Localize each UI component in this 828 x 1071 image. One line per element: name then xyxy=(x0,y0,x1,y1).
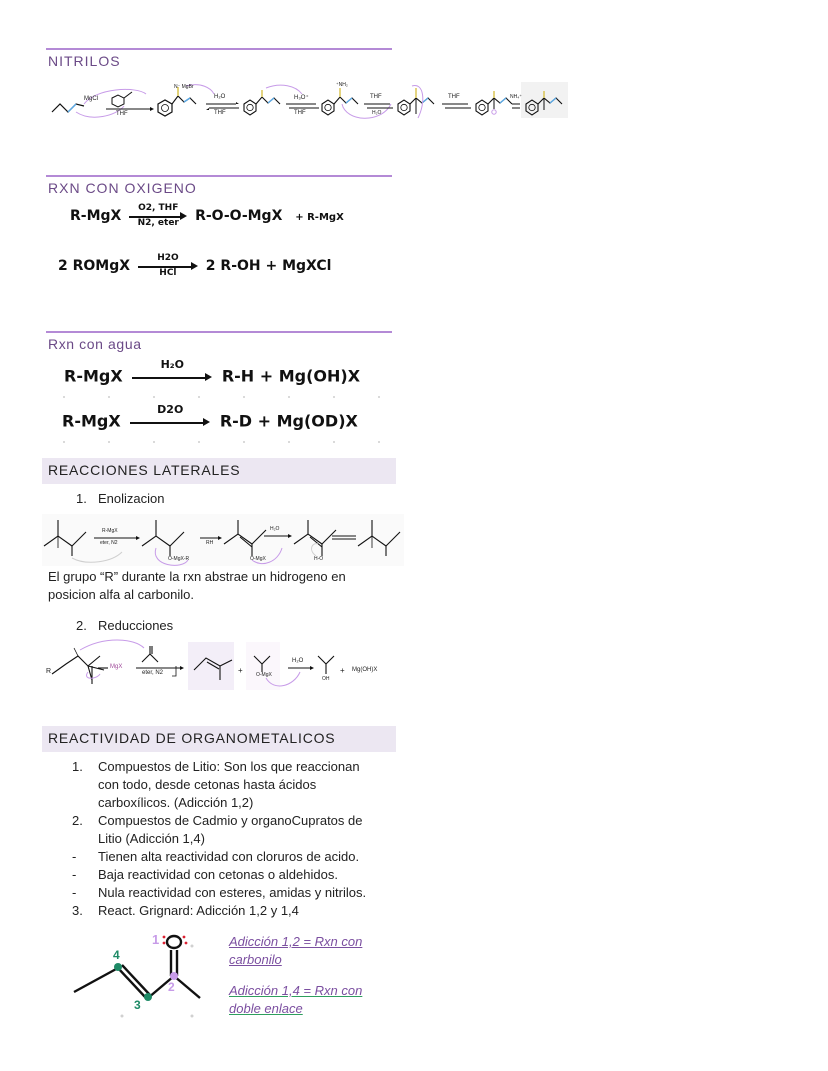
heading-reactividad: REACTIVIDAD DE ORGANOMETALICOS xyxy=(48,730,336,746)
grid-dot xyxy=(333,441,335,443)
eq-left: R-MgX xyxy=(62,411,121,431)
red-plus-2: + xyxy=(340,666,345,675)
reaction-arrow-icon: H₂O xyxy=(132,366,212,388)
oxigeno-equation-2 xyxy=(58,253,332,278)
enol-int2-label: O-MgX xyxy=(250,556,266,562)
laterales-item-2: 2. Reducciones xyxy=(76,618,174,633)
heading-band-laterales xyxy=(42,458,396,484)
eq-right: 2 R-OH + MgXCl xyxy=(205,258,332,274)
grid-dot xyxy=(108,396,110,398)
section-rule-nitrilos xyxy=(46,48,392,50)
oxigeno-equation-1 xyxy=(70,203,344,228)
red-arrow2-above: H₂O xyxy=(292,658,304,664)
enol-int3-label: H-O xyxy=(314,556,324,562)
enolization-scheme xyxy=(42,510,404,568)
enone-diagram xyxy=(70,928,210,1020)
nitrilos-arrow1-below: THF xyxy=(116,111,128,117)
nitrilos-arrow3-above: H₃O⁺ xyxy=(294,95,309,101)
enone-num-1: 1 xyxy=(152,932,160,947)
enolization-explanation: El grupo “R” durante la rxn abstrae un hidrogeno en posicion alfa al carbonilo. xyxy=(48,569,346,602)
nitrilos-arrow6-above: NH₄⁺ xyxy=(510,94,522,100)
note-1-4-line2[interactable]: doble enlace xyxy=(229,1001,303,1016)
grid-dot xyxy=(333,396,335,398)
nitrilos-int3-label: ⁺NH₂ xyxy=(336,82,348,88)
nitrilos-arrow4-above: THF xyxy=(370,94,382,100)
red-plus-1: + xyxy=(238,666,243,675)
grid-dot xyxy=(198,396,200,398)
red-r-label: R xyxy=(46,668,52,675)
enone-num-3: 3 xyxy=(134,998,141,1012)
nitrilos-arrow4-below: H₂O xyxy=(372,110,382,116)
eq-left: 2 ROMgX xyxy=(58,258,131,274)
red-alkoxide-label: O-MgX xyxy=(256,672,272,678)
grid-dot xyxy=(153,441,155,443)
nitrilos-int1-label: N⁻ MgBr xyxy=(174,84,194,90)
enone-num-2: 2 xyxy=(168,980,175,994)
grid-dot xyxy=(108,441,110,443)
grid-dot xyxy=(63,441,65,443)
red-arrow1-below: eter, N2 xyxy=(142,670,164,676)
nitrilos-arrow2-below: THF xyxy=(214,110,226,116)
reactividad-list xyxy=(72,758,392,920)
enol-arrow1-above: R-MgX xyxy=(102,528,118,534)
list-item: - Baja reactividad con cetonas o aldehidos. xyxy=(72,867,338,882)
list-item: 3. React. Grignard: Adicción 1,2 y 1,4 xyxy=(72,903,299,918)
grid-dot xyxy=(63,396,65,398)
grid-dot xyxy=(378,396,380,398)
heading-oxigeno: RXN CON OXIGENO xyxy=(48,180,197,196)
list-item: - Nula reactividad con esteres, amidas y nitrilos. xyxy=(72,885,367,900)
note-1-4-addition[interactable] xyxy=(229,982,389,1018)
enol-int1-label: O-MgX-R xyxy=(168,556,190,562)
note-1-2-line1[interactable]: Adicción 1,2 = Rxn con xyxy=(229,934,363,949)
reaction-arrow-icon: H2O HCl xyxy=(138,256,198,276)
eq-left: R-MgX xyxy=(70,208,122,224)
agua-equation-2 xyxy=(62,403,358,433)
grid-dot xyxy=(288,396,290,398)
enolization-scheme-icon xyxy=(42,510,404,568)
reduction-scheme xyxy=(44,636,394,694)
eq-extra: + R-MgX xyxy=(295,212,344,223)
list-item: - Tienen alta reactividad con cloruros de acido. xyxy=(72,849,360,864)
nitrilos-reagent-label: MgCl xyxy=(84,96,99,102)
heading-nitrilos: NITRILOS xyxy=(48,53,121,69)
red-alcohol-label: OH xyxy=(322,676,330,682)
nitrilos-arrow3-below: THF xyxy=(294,110,306,116)
enone-num-4: 4 xyxy=(113,948,120,962)
heading-laterales: REACCIONES LATERALES xyxy=(48,462,241,478)
note-1-4-line1[interactable]: Adicción 1,4 = Rxn con xyxy=(229,983,363,998)
heading-agua: Rxn con agua xyxy=(48,336,142,352)
enol-arrow3-above: H₂O xyxy=(270,526,280,532)
red-salt-label: Mg(OH)X xyxy=(352,667,378,673)
enol-arrow1-below: eter, N2 xyxy=(100,540,118,546)
nitrilos-arrow2-above: H₂O xyxy=(214,94,226,100)
eq-right: R-H + Mg(OH)X xyxy=(221,366,361,386)
eq-right: R-D + Mg(OD)X xyxy=(219,411,358,431)
grid-dot xyxy=(243,396,245,398)
red-mgx-label: MgX xyxy=(110,664,123,670)
enol-arrow2-above: RH xyxy=(206,540,214,546)
grid-dot xyxy=(198,441,200,443)
reaction-arrow-icon: D2O xyxy=(130,411,210,433)
list-item: 1. Compuestos de Litio: Son los que reaccionan con todo, desde cetonas hasta ácidos carboxílicos. (Adicción 1,2) xyxy=(72,759,360,810)
agua-equation-1 xyxy=(64,358,361,388)
grid-dot xyxy=(243,441,245,443)
reaction-arrow-icon: O2, THF N2, eter xyxy=(129,206,187,226)
heading-band-reactividad xyxy=(42,726,396,752)
grid-dot xyxy=(153,396,155,398)
section-rule-oxigeno xyxy=(46,175,392,177)
note-1-2-addition[interactable] xyxy=(229,933,389,969)
section-rule-agua xyxy=(46,331,392,333)
list-item: 2. Compuestos de Cadmio y organoCupratos de Litio (Adicción 1,4) xyxy=(72,813,363,846)
nitrilos-reaction-scheme xyxy=(46,82,568,122)
eq-left: R-MgX xyxy=(64,366,123,386)
eq-right: R-O-O-MgX xyxy=(195,208,283,224)
nitrilos-arrow5-above: THF xyxy=(448,94,460,100)
grid-dot xyxy=(378,441,380,443)
laterales-item-1: 1. Enolizacion xyxy=(76,491,165,506)
grid-dot xyxy=(288,441,290,443)
reduction-scheme-icon xyxy=(44,636,394,694)
note-1-2-line2[interactable]: carbonilo xyxy=(229,952,282,967)
